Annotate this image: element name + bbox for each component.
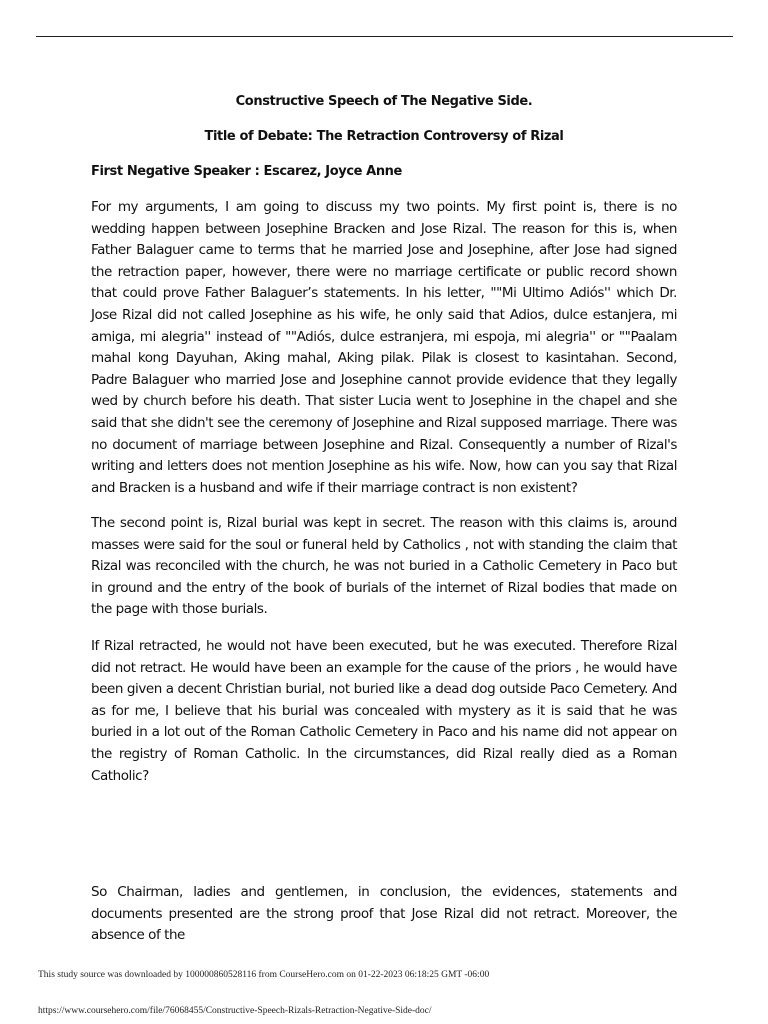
page-top-rule [36, 36, 733, 37]
paragraph-conclusion: So Chairman, ladies and gentlemen, in conclusion, the evidences, statements and documents presented are the strong proof that Jose Rizal did not retract. Moreover, the absence of the [91, 884, 677, 944]
paragraph-second-point: The second point is, Rizal burial was kept in secret. The reason with this claims is, around masses were said for the soul or funeral held by Catholics , not with standing the claim that Rizal was reconciled with the church, he was not buried in a Catholic Cemetery in Paco but in ground and the entry of the book of burials of the internet of Rizal bodies that made on the page with those burials. [91, 515, 677, 618]
paragraph-first-point: For my arguments, I am going to discuss my two points. My first point is, there is no wedding happen between Josephine Bracken and Jose Rizal. The reason for this is, when Father Balaguer came to terms that he married Jose and Josephine, after Jose had signed the retraction paper, however, there were no marriage certificate or public record shown that could prove Father Balaguer’s statements. In his letter, ""Mi Ultimo Adiós'' which Dr. Jose Rizal did not called Josephine as his wife, he only said that Adios, dulce estanjera, mi amiga, mi alegria'' instead of ""Adiós, dulce estranjera, mi espoja, mi alegria'' or ""Paalam mahal kong Dayuhan, Aking mahal, Aking pilak. Pilak is closest to kasintahan. Second, Padre Balaguer who married Jose and Josephine cannot provide evidence that they legally wed by church before his death. That sister Lucia went to Josephine in the chapel and she said that she didn't see the ceremony of Josephine and Rizal supposed marriage. There was no document of marriage between Josephine and Rizal. Consequently a number of Rizal's writing and letters does not mention Josephine as his wife. Now, how can you say that Rizal and Bracken is a husband and wife if their marriage contract is non existent? [91, 199, 677, 496]
source-url-link[interactable]: https://www.coursehero.com/file/76068455/Constructive-Speech-Rizals-Retraction-Negative-Side-doc/ [38, 1006, 432, 1016]
document-heading: Constructive Speech of The Negative Side. [235, 94, 533, 109]
paragraph-execution-argument: If Rizal retracted, he would not have been executed, but he was executed. Therefore Rizal did not retract. He would have been an example for the cause of the priors , he would have been given a decent Christian burial, not buried like a dead dog outside Paco Cemetery. And as for me, I believe that his burial was concealed with mystery as it is said that he was buried in a lot out of the Roman Catholic Cemetery in Paco and his name did not appear on the registry of Roman Catholic. In the circumstances, did Rizal really died as a Roman Catholic? [91, 638, 677, 784]
download-notice: This study source was downloaded by 100000860528116 from CourseHero.com on 01-22-2023 06:18:25 GMT -06:00 [38, 970, 490, 980]
debate-title: Title of Debate: The Retraction Controversy of Rizal [204, 129, 564, 144]
speaker-name: First Negative Speaker : Escarez, Joyce Anne [91, 164, 402, 179]
